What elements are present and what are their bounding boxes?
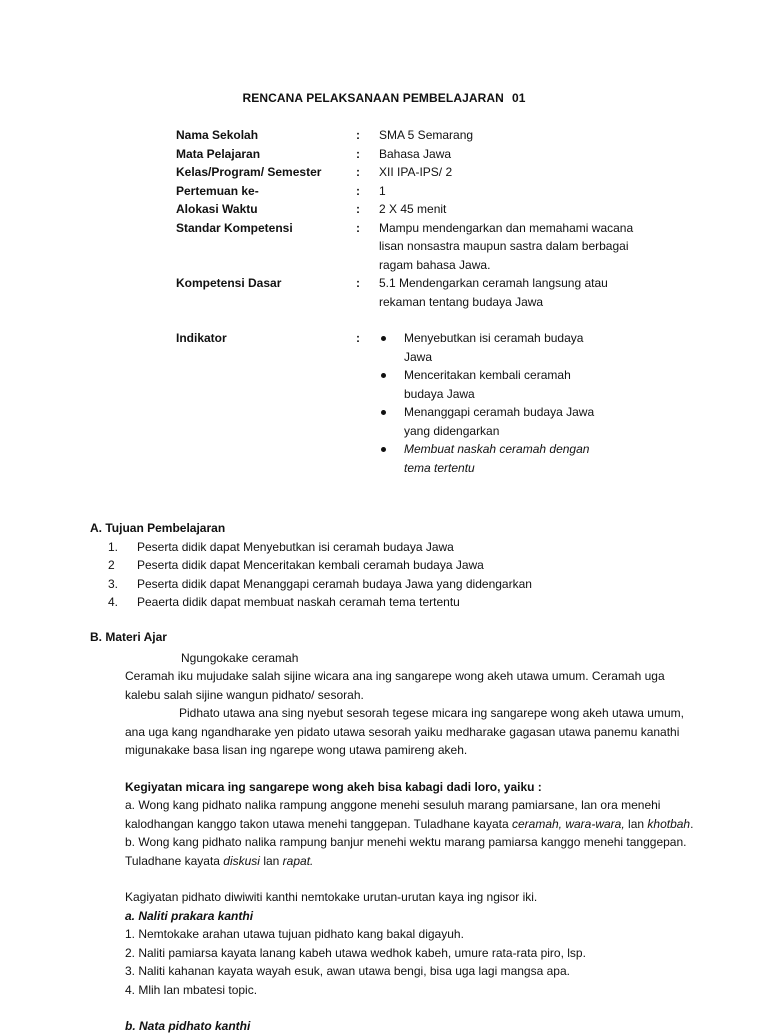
section-material (90, 628, 710, 1036)
list-item: 1. Peserta didik dapat Menyebutkan isi ceramah budaya Jawa (108, 539, 454, 554)
row-school (176, 126, 656, 145)
document-title (0, 91, 768, 105)
subheading-a: a. Naliti prakara kanthi (125, 908, 254, 923)
value-school: SMA 5 Semarang (379, 128, 474, 142)
value-standard: Mampu mendengarkan dan memahami wacana lisan nonsastra maupun sastra dalam berbagai ragam bahasa Jawa. (379, 220, 634, 272)
colon: : (356, 276, 360, 290)
list-item: Membuat naskah ceramah dengan tema tertentu (404, 440, 604, 477)
bullet-icon (381, 410, 386, 415)
row-class (176, 163, 656, 182)
section-title: A. Tujuan Pembelajaran (90, 521, 226, 535)
label-basic: Kompetensi Dasar (176, 276, 282, 290)
label-standard: Standar Kompetensi (176, 220, 293, 235)
bullet-icon (381, 373, 386, 378)
colon: : (356, 165, 360, 179)
paragraph: Kagiyatan pidhato diwiwiti kanthi nemtokake urutan-urutan kaya ing ngisor iki. (125, 890, 538, 904)
section-title: B. Materi Ajar (90, 630, 167, 644)
row-subject (176, 145, 656, 164)
bullet-icon (381, 336, 386, 341)
bullet-icon (381, 447, 386, 452)
indicator-list (404, 329, 604, 477)
paragraph: Ceramah iku mujudake salah sijine wicara ana ing sangarepe wong akeh utawa umum. Ceramah uga kalebu salah sijine wangun pidhato/ sesorah. (125, 669, 665, 702)
list-item: Menanggapi ceramah budaya Jawa yang didengarkan (404, 403, 604, 440)
step-item: 3. Naliti kahanan kayata wayah esuk, awan utawa bengi, bisa uga lagi mangsa apa. (125, 964, 570, 978)
list-item: Menceritakan kembali ceramah budaya Jawa (404, 366, 604, 403)
label-meeting: Pertemuan ke- (176, 183, 259, 198)
list-item: 4. Peaerta didik dapat membuat naskah ceramah tema tertentu (108, 595, 460, 609)
subheading: Ngungokake ceramah (181, 650, 299, 665)
row-meeting (176, 182, 656, 201)
label-subject: Mata Pelajaran (176, 146, 261, 161)
colon: : (356, 146, 360, 161)
value-meeting: 1 (379, 183, 386, 198)
colon: : (356, 183, 360, 198)
row-basic (176, 274, 656, 311)
title-number: 01 (511, 91, 526, 105)
step-item: 1. Nemtokake arahan utawa tujuan pidhato kang bakal digayuh. (125, 927, 464, 941)
list-item: 2 Peserta didik dapat Menceritakan kembali ceramah budaya Jawa (108, 558, 484, 572)
step-item: 4. Mlih lan mbatesi topic. (125, 982, 258, 997)
label-time: Alokasi Waktu (176, 202, 258, 216)
value-time: 2 X 45 menit (379, 202, 447, 216)
paragraph: Pidhato utawa ana sing nyebut sesorah tegese micara ing sangarepe wong akeh utawa umum, ana uga kang ngandharake yen pidato utawa sesorah yaiku medharake gagasan utawa panemu kanathi migunakake basa lisan ing ngarepe wong utawa pamireng akeh. (125, 706, 684, 757)
title-text: RENCANA PELAKSANAAN PEMBELAJARAN (242, 91, 504, 105)
colon: : (356, 220, 360, 235)
subheading-b: b. Nata pidhato kanthi (125, 1019, 251, 1033)
step-item: 2. Naliti pamiarsa kayata lanang kabeh utawa wedhok kabeh, umure rata-rata piro, lsp. (125, 945, 586, 960)
bold-heading: Kegiyatan micara ing sangarepe wong akeh bisa kabagi dadi loro, yaiku : (125, 779, 542, 794)
label-school: Nama Sekolah (176, 128, 259, 142)
value-basic: 5.1 Mendengarkan ceramah langsung atau rekaman tentang budaya Jawa (379, 276, 608, 309)
colon: : (356, 331, 360, 345)
paragraph-b: b. Wong kang pidhato nalika rampung banjur menehi wektu marang pamiarsa kanggo menehi tanggepan. Tuladhane kayata diskusi lan rapat. (125, 835, 687, 868)
value-subject: Bahasa Jawa (379, 146, 452, 161)
label-class: Kelas/Program/ Semester (176, 165, 322, 179)
list-item: 3. Peserta didik dapat Menanggapi ceramah budaya Jawa yang didengarkan (108, 576, 532, 591)
colon: : (356, 128, 360, 142)
row-indicator (176, 329, 656, 477)
row-time (176, 200, 656, 219)
identity-table (176, 126, 656, 477)
objectives-list (90, 538, 710, 612)
list-item: Menyebutkan isi ceramah budaya Jawa (404, 329, 604, 366)
paragraph-a: a. Wong kang pidhato nalika rampung anggone menehi sesuluh marang pamiarsane, lan ora menehi kalodhangan kanggo takon utawa menehi tanggepan. Tuladhane kayata ceramah, wara-wara, lan khotbah. (125, 798, 694, 831)
value-class: XII IPA-IPS/ 2 (379, 165, 453, 179)
label-indicator: Indikator (176, 331, 227, 345)
row-standard (176, 219, 656, 275)
colon: : (356, 202, 360, 216)
section-objectives (90, 519, 710, 612)
